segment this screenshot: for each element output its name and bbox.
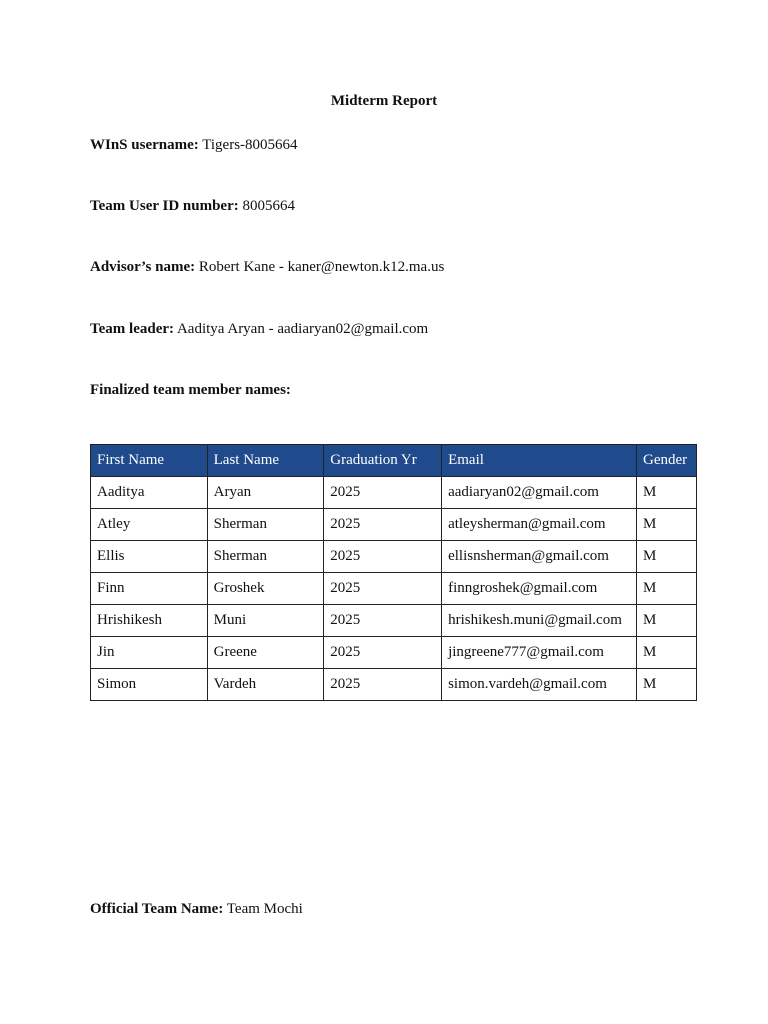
cell-gender: M xyxy=(637,509,697,541)
cell-first-name: Hrishikesh xyxy=(91,605,208,637)
team-leader-label: Team leader: xyxy=(90,321,175,337)
team-leader-line xyxy=(90,321,428,338)
cell-first-name: Simon xyxy=(91,669,208,701)
cell-gender: M xyxy=(637,669,697,701)
cell-graduation-yr: 2025 xyxy=(324,541,442,573)
table-row xyxy=(91,573,697,605)
team-user-id-line xyxy=(90,198,295,215)
cell-gender: M xyxy=(637,573,697,605)
header-graduation-yr: Graduation Yr xyxy=(324,445,442,477)
cell-last-name: Groshek xyxy=(207,573,324,605)
team-members-table xyxy=(90,444,697,701)
table-header-row xyxy=(91,445,697,477)
header-gender: Gender xyxy=(637,445,697,477)
cell-email: ellisnsherman@gmail.com xyxy=(442,541,637,573)
wins-username-line xyxy=(90,137,298,154)
header-first-name: First Name xyxy=(91,445,208,477)
cell-graduation-yr: 2025 xyxy=(324,605,442,637)
cell-graduation-yr: 2025 xyxy=(324,477,442,509)
cell-email: hrishikesh.muni@gmail.com xyxy=(442,605,637,637)
cell-email: jingreene777@gmail.com xyxy=(442,637,637,669)
table-row xyxy=(91,669,697,701)
cell-graduation-yr: 2025 xyxy=(324,669,442,701)
cell-last-name: Vardeh xyxy=(207,669,324,701)
cell-graduation-yr: 2025 xyxy=(324,509,442,541)
cell-email: atleysherman@gmail.com xyxy=(442,509,637,541)
table-row xyxy=(91,637,697,669)
cell-email: simon.vardeh@gmail.com xyxy=(442,669,637,701)
cell-last-name: Sherman xyxy=(207,541,324,573)
advisor-line xyxy=(90,259,444,276)
cell-email: aadiaryan02@gmail.com xyxy=(442,477,637,509)
cell-gender: M xyxy=(637,541,697,573)
cell-gender: M xyxy=(637,477,697,509)
wins-username-value: Tigers-8005664 xyxy=(202,137,298,153)
cell-first-name: Jin xyxy=(91,637,208,669)
official-team-name-line xyxy=(90,901,303,918)
cell-last-name: Greene xyxy=(207,637,324,669)
table-row xyxy=(91,541,697,573)
advisor-value: Robert Kane - kaner@newton.k12.ma.us xyxy=(198,259,445,275)
header-last-name: Last Name xyxy=(207,445,324,477)
cell-gender: M xyxy=(637,637,697,669)
cell-last-name: Sherman xyxy=(207,509,324,541)
official-team-name-value: Team Mochi xyxy=(226,901,303,917)
cell-graduation-yr: 2025 xyxy=(324,573,442,605)
finalized-members-line xyxy=(90,382,291,399)
table-row xyxy=(91,477,697,509)
cell-first-name: Aaditya xyxy=(91,477,208,509)
team-leader-value: Aaditya Aryan - aadiaryan02@gmail.com xyxy=(176,321,429,337)
team-user-id-label: Team User ID number: xyxy=(90,198,239,214)
official-team-name-label: Official Team Name: xyxy=(90,901,224,917)
header-email: Email xyxy=(442,445,637,477)
finalized-members-label: Finalized team member names: xyxy=(90,382,291,398)
cell-graduation-yr: 2025 xyxy=(324,637,442,669)
team-user-id-value: 8005664 xyxy=(242,198,295,214)
table-row xyxy=(91,605,697,637)
table-row xyxy=(91,509,697,541)
cell-first-name: Finn xyxy=(91,573,208,605)
cell-email: finngroshek@gmail.com xyxy=(442,573,637,605)
cell-last-name: Muni xyxy=(207,605,324,637)
page-title: Midterm Report xyxy=(330,93,438,109)
cell-first-name: Ellis xyxy=(91,541,208,573)
advisor-label: Advisor’s name: xyxy=(90,259,196,275)
cell-last-name: Aryan xyxy=(207,477,324,509)
cell-gender: M xyxy=(637,605,697,637)
cell-first-name: Atley xyxy=(91,509,208,541)
wins-username-label: WInS username: xyxy=(90,137,199,153)
